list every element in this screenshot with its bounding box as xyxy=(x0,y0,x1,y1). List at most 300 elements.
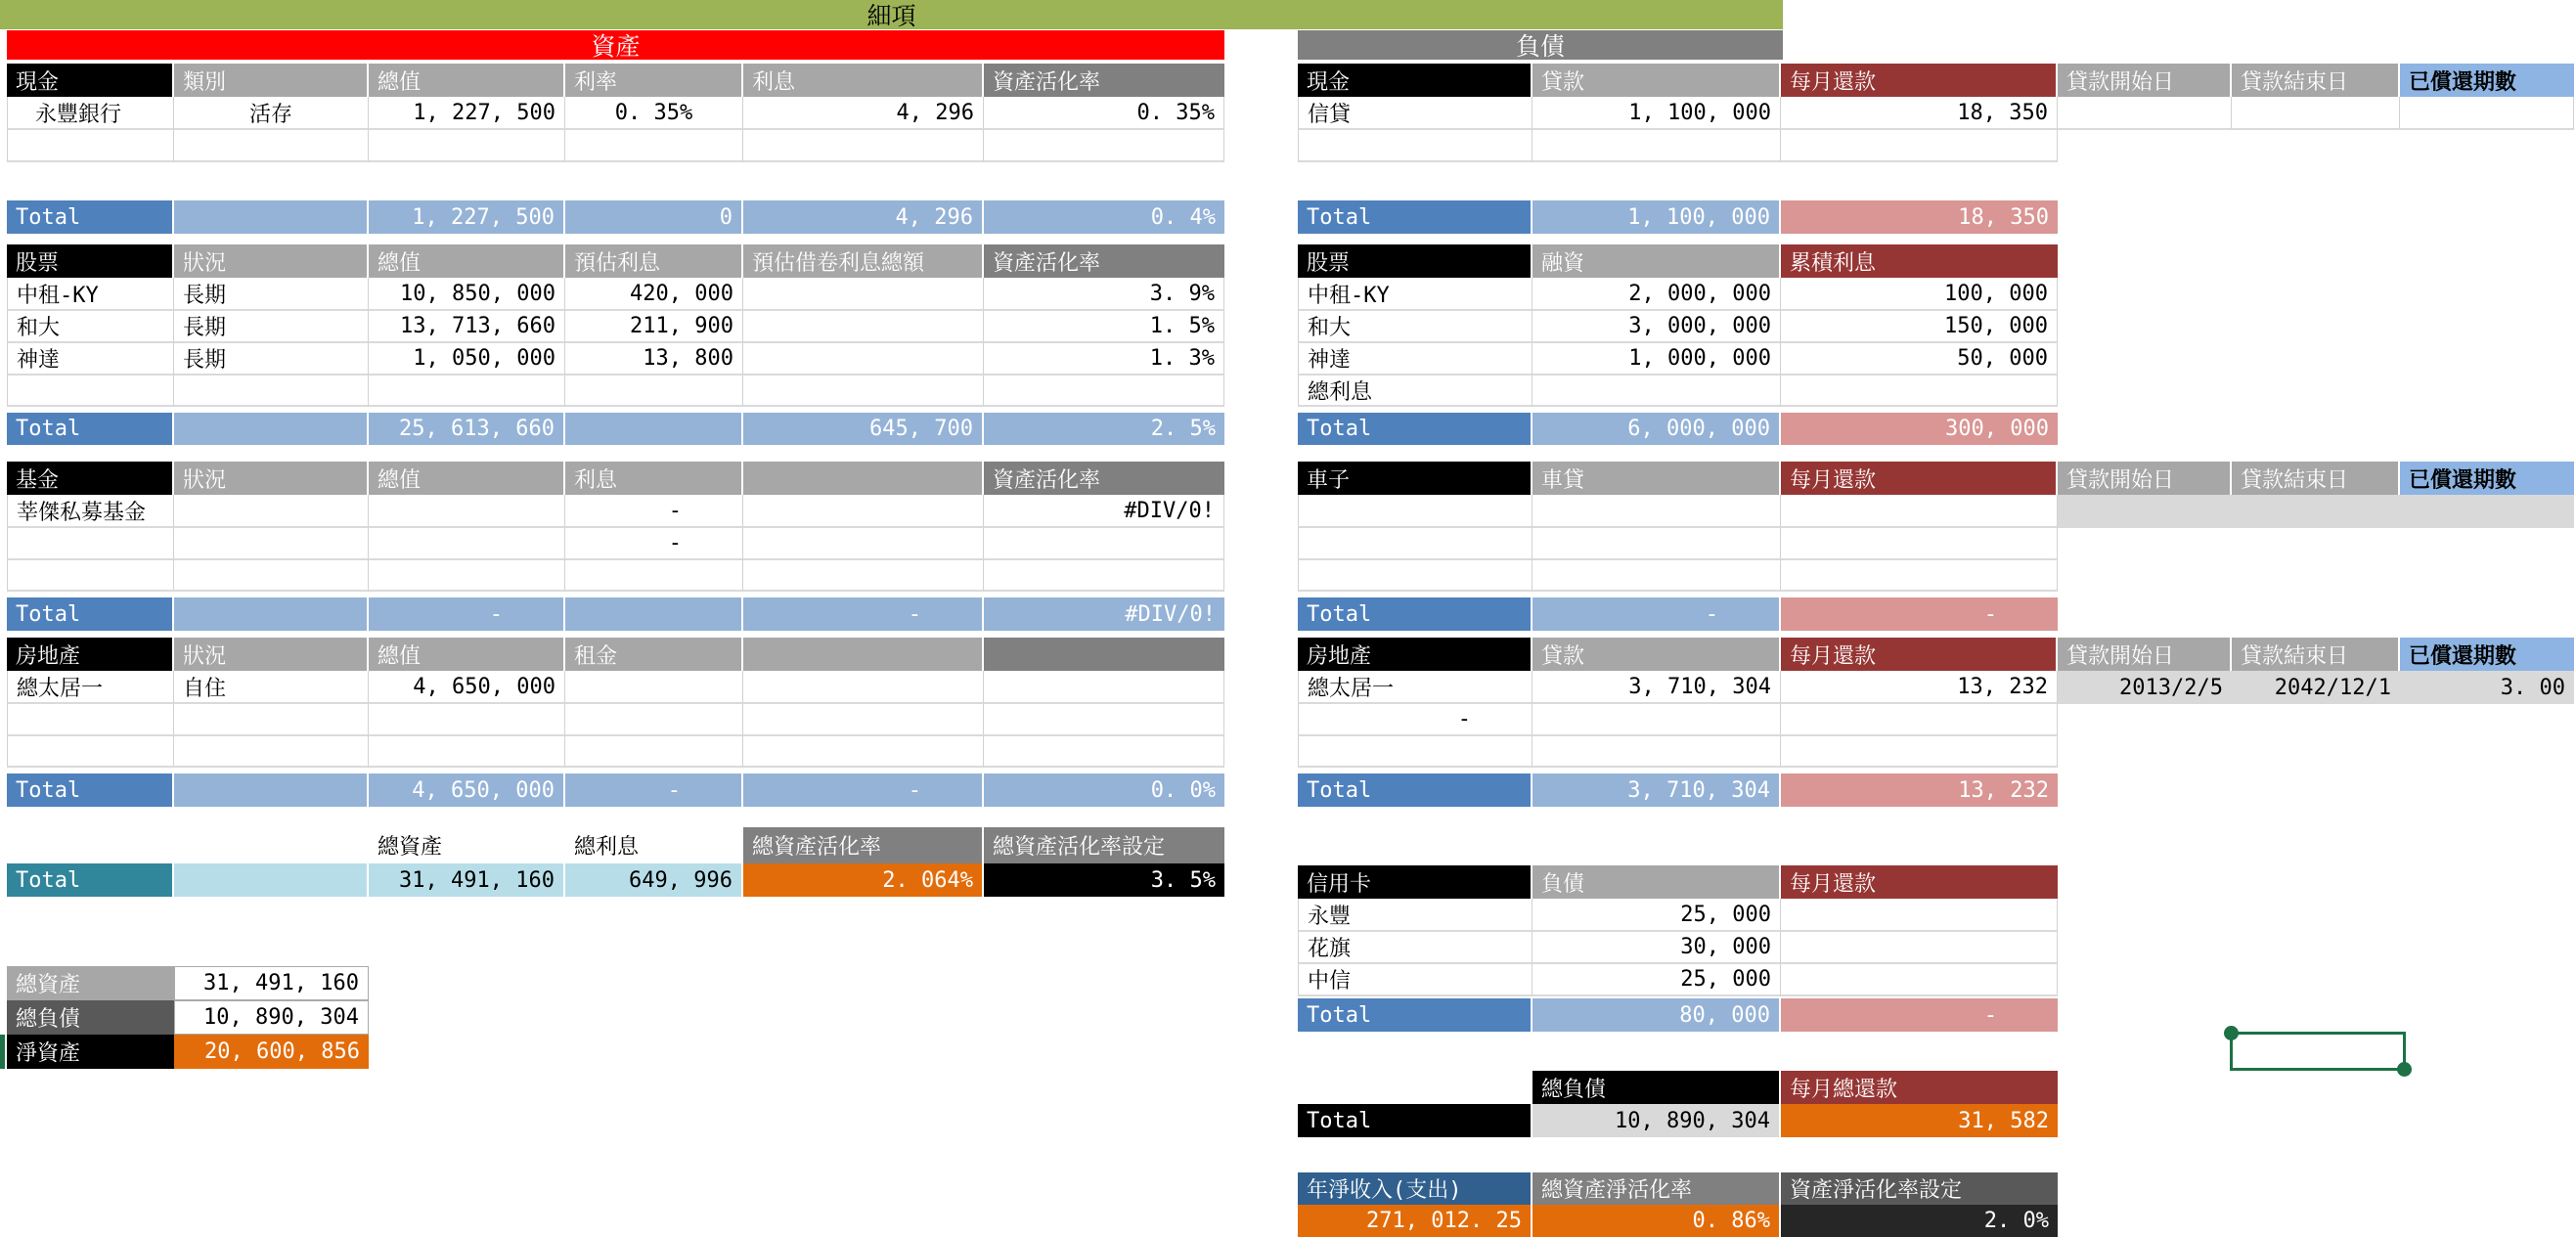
assets-stocks-table xyxy=(7,244,1224,445)
data-row xyxy=(1298,899,2058,932)
header-cell[interactable]: 年淨收入(支出) xyxy=(1298,1172,1532,1205)
empty-cell[interactable] xyxy=(174,413,369,445)
empty-cell[interactable] xyxy=(1532,495,1781,528)
header-cell[interactable]: 房地產 xyxy=(7,638,174,671)
total-value[interactable]: 300, 000 xyxy=(1781,413,2058,445)
empty-cell[interactable] xyxy=(174,130,369,162)
header-cell[interactable]: 狀況 xyxy=(174,244,369,278)
total-value[interactable]: - xyxy=(1781,597,2058,631)
cell[interactable]: 13, 232 xyxy=(1781,671,2058,704)
total-row xyxy=(1298,413,2058,445)
total-value[interactable]: 0. 0% xyxy=(984,773,1224,807)
liabilities-stocks-table xyxy=(1298,244,2058,445)
data-row xyxy=(7,1035,369,1069)
header-cell[interactable]: 房地產 xyxy=(1298,638,1532,671)
cell[interactable]: 0. 35% xyxy=(565,97,743,130)
empty-cell[interactable] xyxy=(174,560,369,592)
cell[interactable]: 25, 000 xyxy=(1532,964,1781,996)
data-row xyxy=(7,560,1224,592)
header-row xyxy=(1298,1172,2058,1205)
empty-cell[interactable] xyxy=(1781,899,2058,932)
data-row xyxy=(1298,736,2574,768)
data-row xyxy=(7,376,1224,407)
cell[interactable]: 50, 000 xyxy=(1781,343,2058,376)
total-row xyxy=(7,773,1224,807)
header-cell[interactable]: 負債 xyxy=(1532,865,1781,899)
cell[interactable]: 420, 000 xyxy=(565,278,743,311)
total-value[interactable]: 645, 700 xyxy=(743,413,984,445)
empty-cell[interactable] xyxy=(7,736,174,768)
empty-cell[interactable] xyxy=(1781,130,2058,162)
empty-cell[interactable] xyxy=(2232,97,2400,130)
liabilities-realestate-table xyxy=(1298,638,2574,807)
label-cell[interactable]: 總負債 xyxy=(7,1000,174,1035)
total-row xyxy=(1298,1104,2058,1137)
cell[interactable]: 4, 650, 000 xyxy=(369,671,565,704)
empty-cell[interactable] xyxy=(743,736,984,768)
header-cell[interactable]: 總資產淨活化率 xyxy=(1532,1172,1781,1205)
empty-cell[interactable] xyxy=(1298,1071,1532,1104)
empty-cell[interactable] xyxy=(174,528,369,560)
empty-cell[interactable] xyxy=(7,704,174,736)
total-value[interactable]: 80, 000 xyxy=(1532,998,1781,1032)
total-row xyxy=(7,200,1224,234)
value-cell[interactable]: 271, 012. 25 xyxy=(1298,1205,1532,1237)
data-row xyxy=(1298,311,2058,343)
empty-cell[interactable] xyxy=(174,773,369,807)
total-value[interactable]: 1, 227, 500 xyxy=(369,200,565,234)
liabilities-totals-table xyxy=(1298,1071,2058,1137)
total-value[interactable]: 13, 232 xyxy=(1781,773,2058,807)
cell[interactable]: 中租-KY xyxy=(1298,278,1532,311)
total-value[interactable]: 0 xyxy=(565,200,743,234)
header-cell[interactable]: 已償還期數 xyxy=(2400,64,2574,97)
total-value[interactable]: 649, 996 xyxy=(565,863,743,897)
empty-cell[interactable] xyxy=(984,560,1224,592)
empty-cell[interactable] xyxy=(565,736,743,768)
header-cell[interactable]: 總值 xyxy=(369,638,565,671)
total-value[interactable]: 3. 5% xyxy=(984,863,1224,897)
empty-cell[interactable] xyxy=(1781,528,2058,560)
empty-cell[interactable] xyxy=(1781,964,2058,996)
total-value[interactable]: 18, 350 xyxy=(1781,200,2058,234)
header-cell[interactable]: 租金 xyxy=(565,638,743,671)
empty-header-cell[interactable] xyxy=(743,638,984,671)
header-cell[interactable]: 總資產活化率設定 xyxy=(984,827,1224,863)
data-row xyxy=(7,736,1224,768)
empty-cell[interactable] xyxy=(1298,130,1532,162)
total-label[interactable]: Total xyxy=(1298,773,1532,807)
total-row xyxy=(1298,773,2574,807)
cell[interactable]: 總太居一 xyxy=(7,671,174,704)
label-cell[interactable]: 淨資產 xyxy=(7,1035,174,1069)
header-row xyxy=(1298,1071,2058,1104)
empty-cell[interactable] xyxy=(1781,560,2058,592)
empty-cell[interactable] xyxy=(7,560,174,592)
header-cell[interactable]: 每月還款 xyxy=(1781,462,2058,495)
total-value[interactable]: 4, 296 xyxy=(743,200,984,234)
header-cell[interactable]: 狀況 xyxy=(174,638,369,671)
total-value[interactable]: - xyxy=(1781,998,2058,1032)
empty-cell[interactable] xyxy=(2058,97,2232,130)
header-cell[interactable]: 資產淨活化率設定 xyxy=(1781,1172,2058,1205)
header-cell[interactable]: 貸款開始日 xyxy=(2058,64,2232,97)
header-cell[interactable]: 車子 xyxy=(1298,462,1532,495)
empty-cell[interactable] xyxy=(174,704,369,736)
empty-cell[interactable] xyxy=(743,278,984,311)
empty-cell[interactable] xyxy=(7,376,174,407)
empty-cell[interactable] xyxy=(1532,704,1781,736)
total-value[interactable]: 1, 100, 000 xyxy=(1532,200,1781,234)
empty-cell[interactable] xyxy=(1532,560,1781,592)
header-cell[interactable]: 信用卡 xyxy=(1298,865,1532,899)
empty-cell[interactable] xyxy=(1298,560,1532,592)
empty-cell[interactable] xyxy=(984,704,1224,736)
empty-cell[interactable] xyxy=(369,495,565,528)
cell[interactable]: 1. 5% xyxy=(984,311,1224,343)
total-row xyxy=(1298,597,2574,631)
header-cell[interactable]: 每月還款 xyxy=(1781,64,2058,97)
cell[interactable]: 100, 000 xyxy=(1781,278,2058,311)
cell[interactable]: 1, 050, 000 xyxy=(369,343,565,376)
header-cell[interactable]: 每月還款 xyxy=(1781,638,2058,671)
data-row xyxy=(7,1000,369,1035)
header-row xyxy=(1298,638,2574,671)
total-value[interactable]: 25, 613, 660 xyxy=(369,413,565,445)
selection-handle-bottomright[interactable] xyxy=(2397,1062,2412,1077)
value-cell[interactable]: 2. 0% xyxy=(1781,1205,2058,1237)
cell[interactable]: 3, 000, 000 xyxy=(1532,311,1781,343)
cell[interactable]: 和大 xyxy=(1298,311,1532,343)
cell[interactable]: 13, 800 xyxy=(565,343,743,376)
empty-cell[interactable] xyxy=(174,736,369,768)
empty-cell[interactable] xyxy=(565,376,743,407)
empty-cell[interactable] xyxy=(174,597,369,631)
header-cell[interactable]: 資產活化率 xyxy=(984,462,1224,495)
empty-header-cell[interactable] xyxy=(984,638,1224,671)
header-cell[interactable]: 貸款 xyxy=(1532,64,1781,97)
cell[interactable]: 自住 xyxy=(174,671,369,704)
liabilities-banner[interactable] xyxy=(1298,30,1783,60)
cell[interactable]: 和大 xyxy=(7,311,174,343)
selection-handle-topleft[interactable] xyxy=(2224,1026,2239,1040)
total-value[interactable]: 6, 000, 000 xyxy=(1532,413,1781,445)
data-row xyxy=(1298,932,2058,964)
empty-cell[interactable] xyxy=(984,130,1224,162)
empty-cell[interactable] xyxy=(984,376,1224,407)
header-cell[interactable]: 貸款開始日 xyxy=(2058,462,2232,495)
empty-cell[interactable] xyxy=(743,704,984,736)
empty-cell[interactable] xyxy=(984,528,1224,560)
data-row xyxy=(7,278,1224,311)
header-cell[interactable]: 累積利息 xyxy=(1781,244,2058,278)
empty-cell[interactable] xyxy=(369,130,565,162)
cell[interactable]: 中租-KY xyxy=(7,278,174,311)
cell[interactable]: 永豐銀行 xyxy=(7,97,174,130)
total-value[interactable]: 3, 710, 304 xyxy=(1532,773,1781,807)
empty-cell[interactable] xyxy=(2058,495,2574,528)
cell[interactable]: 1. 3% xyxy=(984,343,1224,376)
cell[interactable]: 3, 710, 304 xyxy=(1532,671,1781,704)
total-label[interactable]: Total xyxy=(7,773,174,807)
empty-cell[interactable] xyxy=(1298,495,1532,528)
empty-cell[interactable] xyxy=(1781,736,2058,768)
cell[interactable]: 211, 900 xyxy=(565,311,743,343)
cell[interactable]: 1, 100, 000 xyxy=(1532,97,1781,130)
cell[interactable]: 150, 000 xyxy=(1781,311,2058,343)
total-value[interactable]: 31, 582 xyxy=(1781,1104,2058,1137)
value-cell[interactable]: 20, 600, 856 xyxy=(174,1035,369,1069)
empty-cell[interactable] xyxy=(2400,97,2574,130)
header-cell[interactable]: 股票 xyxy=(1298,244,1532,278)
empty-cell[interactable] xyxy=(743,671,984,704)
cell[interactable]: 總太居一 xyxy=(1298,671,1532,704)
cell[interactable]: 3. 00 xyxy=(2400,671,2574,704)
liabilities-cash-table xyxy=(1298,64,2574,234)
empty-cell[interactable] xyxy=(565,413,743,445)
cell[interactable]: 10, 850, 000 xyxy=(369,278,565,311)
liabilities-creditcard-table xyxy=(1298,865,2058,1032)
spacer xyxy=(1298,162,2574,200)
header-cell[interactable]: 利率 xyxy=(565,64,743,97)
total-label[interactable]: Total xyxy=(1298,200,1532,234)
empty-cell[interactable] xyxy=(7,130,174,162)
header-row xyxy=(1298,462,2574,495)
data-row xyxy=(1298,278,2058,311)
total-label[interactable]: Total xyxy=(7,200,174,234)
data-row xyxy=(1298,343,2058,376)
empty-cell[interactable] xyxy=(7,528,174,560)
empty-cell[interactable] xyxy=(565,704,743,736)
cell[interactable]: 30, 000 xyxy=(1532,932,1781,964)
total-value[interactable]: 2. 064% xyxy=(743,863,984,897)
detail-banner[interactable] xyxy=(0,0,1783,29)
empty-cell[interactable] xyxy=(174,200,369,234)
cell[interactable]: - xyxy=(565,528,743,560)
total-label[interactable]: Total xyxy=(1298,597,1532,631)
cell[interactable]: 中信 xyxy=(1298,964,1532,996)
header-cell[interactable]: 利息 xyxy=(743,64,984,97)
empty-cell[interactable] xyxy=(565,671,743,704)
cell[interactable]: 總利息 xyxy=(1298,376,1532,407)
header-cell[interactable]: 現金 xyxy=(1298,64,1532,97)
header-cell[interactable]: 總值 xyxy=(369,64,565,97)
header-row xyxy=(7,827,1224,863)
cell[interactable]: 2, 000, 000 xyxy=(1532,278,1781,311)
liabilities-car-table xyxy=(1298,462,2574,631)
empty-cell[interactable] xyxy=(743,343,984,376)
header-cell[interactable]: 資產活化率 xyxy=(984,64,1224,97)
total-value[interactable]: 2. 5% xyxy=(984,413,1224,445)
empty-cell[interactable] xyxy=(984,671,1224,704)
header-cell[interactable]: 總利息 xyxy=(565,827,743,863)
total-value[interactable]: - xyxy=(565,773,743,807)
header-cell[interactable]: 貸款結束日 xyxy=(2232,64,2400,97)
header-row xyxy=(7,244,1224,278)
header-cell[interactable]: 已償還期數 xyxy=(2400,638,2574,671)
cell[interactable]: 莘傑私募基金 xyxy=(7,495,174,528)
empty-cell[interactable] xyxy=(743,311,984,343)
header-row xyxy=(1298,64,2574,97)
empty-cell[interactable] xyxy=(369,560,565,592)
total-label[interactable]: Total xyxy=(7,597,174,631)
data-row xyxy=(7,130,1224,162)
data-row xyxy=(7,671,1224,704)
value-cell[interactable]: 31, 491, 160 xyxy=(174,966,369,1000)
data-row xyxy=(1298,495,2574,528)
total-value[interactable]: - xyxy=(369,597,565,631)
detail-banner-label: 細項 xyxy=(866,2,916,30)
cell[interactable]: 神達 xyxy=(7,343,174,376)
header-cell[interactable]: 已償還期數 xyxy=(2400,462,2574,495)
header-cell[interactable]: 股票 xyxy=(7,244,174,278)
empty-cell[interactable] xyxy=(174,863,369,897)
empty-cell[interactable] xyxy=(743,376,984,407)
empty-cell[interactable] xyxy=(743,130,984,162)
empty-cell[interactable] xyxy=(369,736,565,768)
cell[interactable]: 25, 000 xyxy=(1532,899,1781,932)
net-worth-table xyxy=(7,966,369,1069)
cell[interactable]: 3. 9% xyxy=(984,278,1224,311)
empty-cell[interactable] xyxy=(1532,736,1781,768)
header-cell[interactable]: 車貸 xyxy=(1532,462,1781,495)
cell[interactable]: 2042/12/1 xyxy=(2232,671,2400,704)
empty-cell[interactable] xyxy=(174,495,369,528)
empty-cell[interactable] xyxy=(565,597,743,631)
cell[interactable]: 0. 35% xyxy=(984,97,1224,130)
empty-cell[interactable] xyxy=(1781,495,2058,528)
total-value[interactable]: #DIV/0! xyxy=(984,597,1224,631)
empty-cell[interactable] xyxy=(743,495,984,528)
total-value[interactable]: - xyxy=(743,773,984,807)
total-value[interactable]: 10, 890, 304 xyxy=(1532,1104,1781,1137)
header-row xyxy=(1298,865,2058,899)
header-cell[interactable]: 每月還款 xyxy=(1781,865,2058,899)
assets-banner-label: 資產 xyxy=(591,32,641,61)
cell[interactable]: #DIV/0! xyxy=(984,495,1224,528)
cell[interactable]: - xyxy=(1298,704,1532,736)
header-cell[interactable]: 狀況 xyxy=(174,462,369,495)
empty-cell[interactable] xyxy=(174,827,369,863)
total-label[interactable]: Total xyxy=(1298,413,1532,445)
empty-cell[interactable] xyxy=(743,528,984,560)
cell[interactable]: 長期 xyxy=(174,343,369,376)
data-row xyxy=(1298,97,2574,130)
header-cell[interactable]: 貸款結束日 xyxy=(2232,638,2400,671)
data-row xyxy=(7,528,1224,560)
assets-summary-table xyxy=(7,827,1224,897)
header-cell[interactable]: 貸款開始日 xyxy=(2058,638,2232,671)
empty-cell[interactable] xyxy=(369,704,565,736)
cell[interactable]: 花旗 xyxy=(1298,932,1532,964)
header-cell[interactable]: 資產活化率 xyxy=(984,244,1224,278)
empty-cell[interactable] xyxy=(1532,376,1781,407)
cell[interactable]: 4, 296 xyxy=(743,97,984,130)
total-label[interactable]: Total xyxy=(7,863,174,897)
empty-cell[interactable] xyxy=(174,376,369,407)
cell[interactable]: 活存 xyxy=(174,97,369,130)
cell[interactable]: 信貸 xyxy=(1298,97,1532,130)
header-cell[interactable]: 融資 xyxy=(1532,244,1781,278)
header-cell[interactable]: 貸款 xyxy=(1532,638,1781,671)
data-row xyxy=(7,966,369,1000)
header-cell[interactable]: 總負債 xyxy=(1532,1071,1781,1104)
empty-cell[interactable] xyxy=(1532,130,1781,162)
cell[interactable]: 18, 350 xyxy=(1781,97,2058,130)
empty-cell[interactable] xyxy=(1781,704,2058,736)
total-label[interactable]: Total xyxy=(1298,1104,1532,1137)
total-value[interactable]: 31, 491, 160 xyxy=(369,863,565,897)
cell[interactable]: 13, 713, 660 xyxy=(369,311,565,343)
header-cell[interactable]: 總資產 xyxy=(369,827,565,863)
empty-cell[interactable] xyxy=(1781,932,2058,964)
header-row xyxy=(7,64,1224,97)
header-cell[interactable]: 利息 xyxy=(565,462,743,495)
empty-header-cell[interactable] xyxy=(743,462,984,495)
empty-cell[interactable] xyxy=(1298,736,1532,768)
header-cell[interactable]: 總資產活化率 xyxy=(743,827,984,863)
header-cell[interactable]: 類別 xyxy=(174,64,369,97)
empty-cell[interactable] xyxy=(565,130,743,162)
total-value[interactable]: 4, 650, 000 xyxy=(369,773,565,807)
empty-cell[interactable] xyxy=(743,560,984,592)
empty-cell[interactable] xyxy=(1781,376,2058,407)
header-cell[interactable]: 總值 xyxy=(369,244,565,278)
total-value[interactable]: 0. 4% xyxy=(984,200,1224,234)
total-label[interactable]: Total xyxy=(1298,998,1532,1032)
empty-cell[interactable] xyxy=(984,736,1224,768)
cell[interactable]: 長期 xyxy=(174,278,369,311)
liabilities-banner-label: 負債 xyxy=(1515,32,1565,61)
total-value[interactable]: - xyxy=(1532,597,1781,631)
cell[interactable]: 1, 000, 000 xyxy=(1532,343,1781,376)
cell[interactable]: 長期 xyxy=(174,311,369,343)
cell[interactable]: - xyxy=(565,495,743,528)
data-row xyxy=(1298,376,2058,407)
empty-cell[interactable] xyxy=(1298,528,1532,560)
header-cell[interactable]: 預估借卷利息總額 xyxy=(743,244,984,278)
cell[interactable]: 1, 227, 500 xyxy=(369,97,565,130)
header-cell[interactable]: 每月總還款 xyxy=(1781,1071,2058,1104)
data-row xyxy=(7,704,1224,736)
total-row xyxy=(7,863,1224,897)
total-label[interactable]: Total xyxy=(7,413,174,445)
assets-banner[interactable] xyxy=(7,30,1224,60)
selection-outline[interactable] xyxy=(2230,1032,2406,1071)
header-cell[interactable]: 現金 xyxy=(7,64,174,97)
cell[interactable]: 2013/2/5 xyxy=(2058,671,2232,704)
cell[interactable]: 神達 xyxy=(1298,343,1532,376)
empty-cell[interactable] xyxy=(7,827,174,863)
header-cell[interactable]: 基金 xyxy=(7,462,174,495)
empty-cell[interactable] xyxy=(1532,528,1781,560)
value-cell[interactable]: 0. 86% xyxy=(1532,1205,1781,1237)
empty-cell[interactable] xyxy=(565,560,743,592)
label-cell[interactable]: 總資產 xyxy=(7,966,174,1000)
empty-cell[interactable] xyxy=(369,376,565,407)
empty-cell[interactable] xyxy=(369,528,565,560)
value-cell[interactable]: 10, 890, 304 xyxy=(174,1000,369,1035)
total-row xyxy=(7,413,1224,445)
total-value[interactable]: - xyxy=(743,597,984,631)
cell[interactable]: 永豐 xyxy=(1298,899,1532,932)
header-cell[interactable]: 總值 xyxy=(369,462,565,495)
data-row xyxy=(1298,130,2574,162)
spacer xyxy=(7,162,1224,200)
header-cell[interactable]: 預估利息 xyxy=(565,244,743,278)
row-selection-strip xyxy=(0,1035,5,1069)
header-cell[interactable]: 貸款結束日 xyxy=(2232,462,2400,495)
